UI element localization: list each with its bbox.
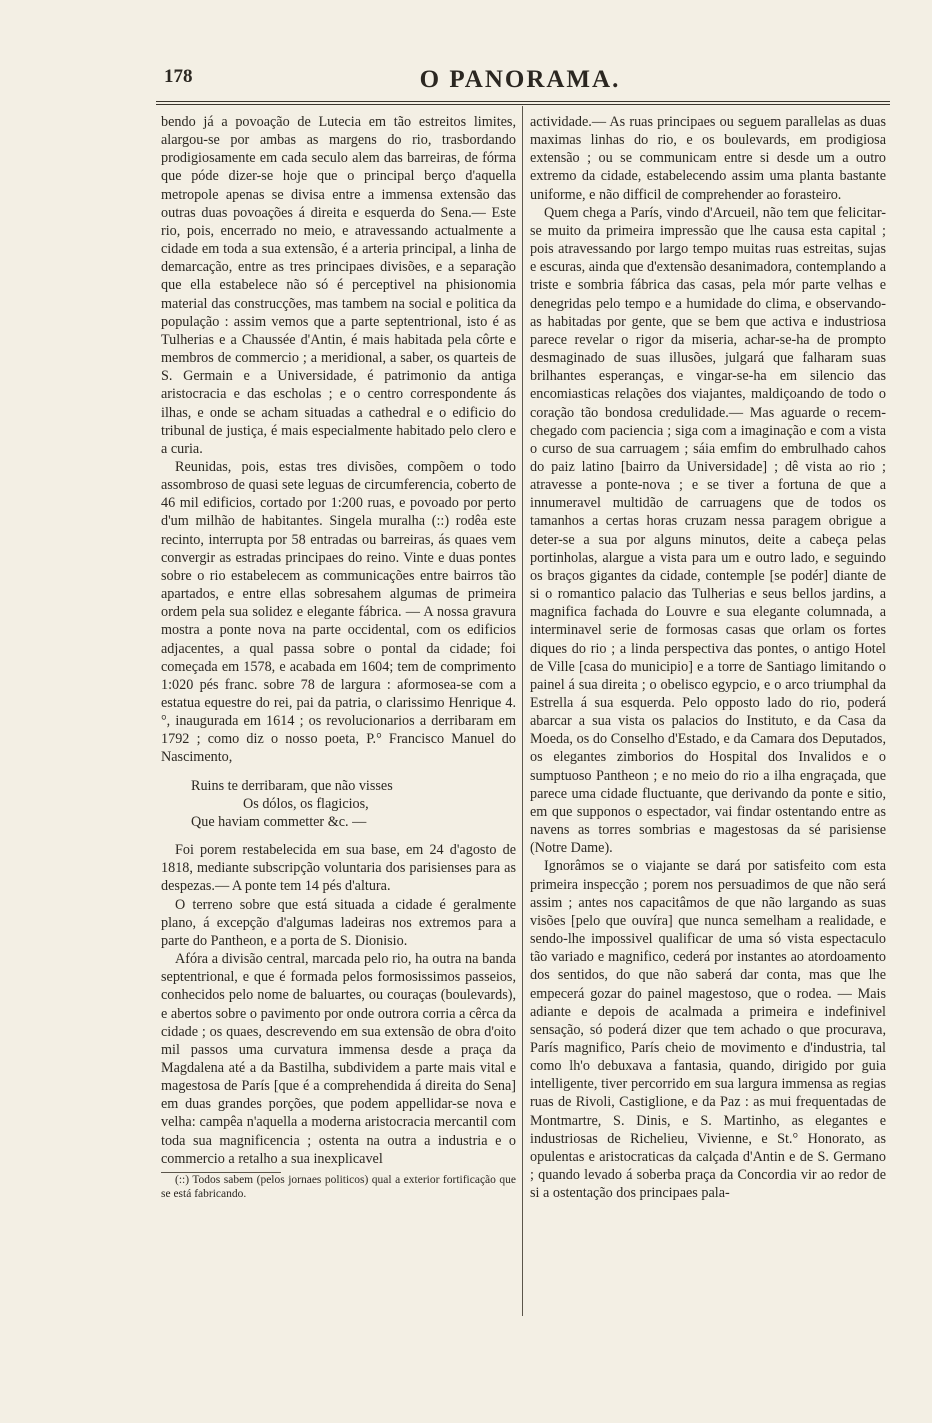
paragraph: Quem chega a París, vindo d'Arcueil, não tem que felicitar-se muito da primeira impressão que lhe causa esta capital ; pois atravessando por largo tempo muitas ruas estreitas, sujas e escuras, ainda que d'extensão desanimadora, contemplando a triste e sombria fábrica das casas, pela mór parte velhas e denegridas pelo tempo e a humidade do clima, e observando-as habitadas por gente, que se bem que activa e industriosa parece revelar o rigor da miseria, achar-se-ha de prompto desmaginado de suas illusões, julgará que falharam suas brilhantes esperanças, e vingar-se-ha em silencio das encomiasticas relações dos viajantes, maldiçoando de todo o coração tão bondosa credulidade.— Mas aguarde o recem-chegado com paciencia ; siga com a imaginação e com a vista o curso de sua carruagem ; sáia emfim do embrulhado cahos do paiz latino [bairro da Universidade] ; dê vista ao rio ; atravesse a ponte-nova ; e se tiver a fortuna de que a innumeravel multidão de carruagens que de todos os tamanhos a certas horas cruzam nessa paragem obrigue a deter-se a sua por alguns minutos, deite a cabeça pelas portinholas, alargue a vista para um e outro lado, e seguindo os braços gigantes da cidade, contemple [se podér] diante de si o romantico palacio das Tulherias e seus bellos jardins, a magnifica fachada do Louvre e sua elegante columnada, a interminavel serie de formosas casas que orlam os fortes diques do rio ; a linda perspectiva das pontes, o antigo Hotel de Ville [casa do municipio] e a torre de Santiago limitando o painel á sua direita ; o obelisco egypcio, e o arco triumphal da Estrella á sua esquerda. Pelo opposto lado do rio, poderá abarcar a sua vista os palacios do Instituto, e da Casa da Moeda, os do Conselho d'Estado, e da Camara dos Deputados, os elegantes zimborios do Hospital dos Invalidos e o sumptuoso Pantheon ; e no meio do rio a ilha engraçada, que parece uma cidade fluctuante, que derivando da ponte e sitio, em que supponos o espectador, vai findar ostentando entre as navens as torres sombrias e magestosas da sé parisiense (Notre Dame). — [530, 204, 886, 857]
paragraph: bendo já a povoação de Lutecia em tão estreitos limites, alargou-se por ambas as margens do rio, trasbordando prodigiosamente em cada seculo alem das barreiras, de fórma que póde dizer-se hoje que o principal berço d'aquella metropole apenas se divisa entre a immensa extensão das outras duas povoações á direita e esquerda do Sena.— Este rio, pois, encerrado no meio, e atravessando actualmente a cidade em toda a sua extensão, é a arteria principal, a linha de demarcação, entre as tres principaes divisões, e a separação que ella estabelece não só é perceptivel na phisionomia material das construcções, mas tambem na social e politica da população : assim vemos que a parte septentrional, isto é as Tulherias e a Chaussée d'Antin, é mais habitada pela côrte e membros de commercio ; a meridional, a saber, os quarteis de S. Germain e a Universidade, é patrimonio da antiga aristocracia e das escholas ; e o centro correspondente ás ilhas, e onde se acham situadas a cathedral e o edificio do tribunal de justiça, é mais especialmente habitado pelo clero e a curia. — [161, 114, 516, 457]
column-divider — [522, 106, 523, 1316]
paragraph: O terreno sobre que está situada a cidade é geralmente plano, á excepção d'algumas ladeiras nos extremos para a parte do Pantheon, e a porta de S. Dionisio. — [161, 896, 516, 949]
footnote: (::) Todos sabem (pelos jornaes politicos) qual a exterior fortificação que se está fabricando. — [161, 1173, 516, 1200]
page-header — [150, 66, 890, 98]
verse-quote — [191, 777, 516, 831]
paragraph: Ignorâmos se o viajante se dará por satisfeito com esta primeira inspecção ; porem nos persuadimos de que não será assim ; antes nos capacitâmos de que não largando as suas visões [pelo que ouvíra] que nunca semelham a realidade, e sendo-lhe impossivel qualificar de uma só vista espectaculo tão variado e magnifico, cederá por instantes ao atordoamento dos sentidos, do que não saberá dar conta, mas que lhe empecerá gozar do painel magestoso, que o rodea. — Mais adiante e depois de acalmada a primeira e indefinivel sensação, só poderá dizer que tem achado o que procurava, París magnifico, París cheio de movimento e d'industria, tal como lh'o debuxava a fantasia, quando, dirigido por guia intelligente, tiver percorrido em sua largura immensa as regias ruas de Rivoli, Castiglione, e da Paz : as mui frequentadas de Montmartre, S. Dinis, e S. Martinho, as elegantes e industriosas de Richelieu, Vivienne, e St.° Honorato, as opulentas e aristocraticas da calçada d'Antin e de S. Germano ; quando levado á soberba praça da Concordia vir ao redor de si a ostentação dos principaes pala- — [530, 858, 886, 1202]
verse-line: Que haviam commetter &c. — — [191, 813, 367, 830]
paragraph: Foi porem restabelecida em sua base, em 24 d'agosto de 1818, mediante subscripção voluntaria dos parisienses para as despezas.— A ponte tem 14 pés d'altura. — [161, 842, 516, 895]
paragraph: actividade.— As ruas principaes ou seguem parallelas as duas maximas linhas do rio, e os boulevards, em prodigiosa extensão ; ou se communicam entre si desde um a outro extremo da cidade, estabelecendo assim uma planta bastante uniforme, e não difficil de comprehender ao forasteiro. — [530, 114, 886, 203]
page-number: 178 — [164, 66, 193, 87]
paragraph: Afóra a divisão central, marcada pelo rio, ha outra na banda septentrional, e que é formada pelos formosissimos passeios, conhecidos pelo nome de baluartes, ou couraças (boulevards), e abertos sobre o pavimento por onde outrora corria a cêrca da cidade ; os quaes, descrevendo em sua extensão de obra d'oito mil passos uma curvatura immensa desde a praça da Magdalena até a da Bastilha, subdividem a parte mais vital e magestosa de París [que é a comprehendida á direita do Sena] em duas grandes porções, que podem appellidar-se nova e velha: campêa n'aquella a moderna aristocracia mercantil com toda sua magnificencia ; ostenta na outra a industria e o commercio a retalho a sua inexplicavel — [161, 951, 516, 1167]
verse-line: Ruins te derribaram, que não visses — [191, 777, 393, 794]
paragraph: Reunidas, pois, estas tres divisões, compõem o todo assombroso de quasi sete leguas de circumferencia, coberto de 46 mil edificios, cortado por 1:200 ruas, e povoado por perto d'um milhão de habitantes. Singela muralha (::) rodêa este recinto, interrupta por 58 entradas ou barreiras, ás quaes vem convergir as estradas principaes do reino. Vinte e duas pontes sobre o rio estabelecem as communicações entre bairros tão apartados, e entre ellas sobresahem algumas de primeira ordem pela sua solidez e elegante fábrica. — A nossa gravura mostra a ponte nova na parte occidental, com os edificios adjacentes, a qual passa sobre o pontal da cidade; foi começada em 1578, e acabada em 1604; tem de comprimento 1:020 pés franc. sobre 78 de largura : aformosea-se com a estatua equestre do rei, pai da patria, o clarissimo Henrique 4.°, inaugurada em 1614 ; os revolucionarios a derribaram em 1792 ; como diz o nosso poeta, P.° Francisco Manuel do Nascimento, — [161, 458, 516, 766]
right-column — [530, 113, 886, 1202]
verse-line: Os dólos, os flagicios, — [243, 795, 369, 812]
left-column — [161, 113, 516, 1201]
header-rule — [156, 101, 890, 105]
journal-title: O PANORAMA. — [419, 66, 621, 93]
